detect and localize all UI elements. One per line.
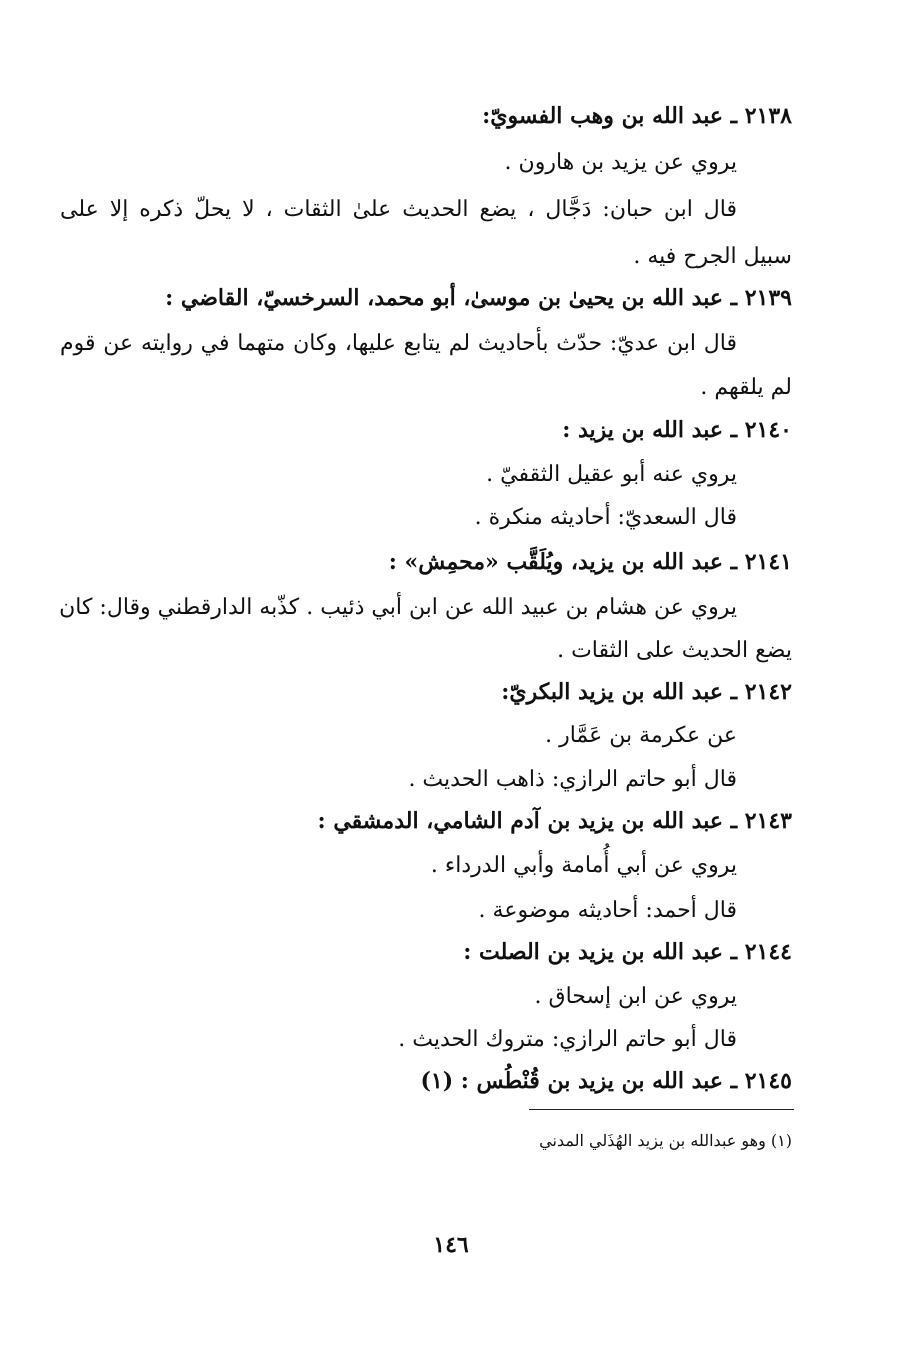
- text-line: يروي عن هشام بن عبيد الله عن ابن أبي ذئيب . كذّبه الدارقطني وقال: كان: [59, 595, 737, 620]
- page-number: ١٤٦: [433, 1232, 469, 1258]
- text-line: يروي عن ابن إسحاق .: [534, 984, 737, 1009]
- text-line: قال ابن عديّ: حدّث بأحاديث لم يتابع عليها، وكان متهما في روايته عن قوم: [60, 331, 737, 356]
- text-line: يروي عن يزيد بن هارون .: [504, 150, 737, 175]
- entry-2142-heading: ٢١٤٢ ـ عبد الله بن يزيد البكريّ:: [501, 679, 792, 705]
- entry-2141-heading: ٢١٤١ ـ عبد الله بن يزيد، ويُلَقَّب «محمِش» :: [388, 549, 792, 575]
- text-line: قال أبو حاتم الرازي: متروك الحديث .: [398, 1027, 737, 1052]
- text-line: يروي عنه أبو عقيل الثقفيّ .: [486, 462, 737, 487]
- text-line: يروي عن أبي أُمامة وأبي الدرداء .: [430, 853, 737, 878]
- entry-2140-heading: ٢١٤٠ ـ عبد الله بن يزيد :: [562, 417, 792, 443]
- text-line: يضع الحديث على الثقات .: [557, 638, 792, 663]
- entry-2145-heading: ٢١٤٥ ـ عبد الله بن يزيد بن قُنْطُس : (١): [420, 1068, 792, 1094]
- entry-2139-heading: ٢١٣٩ ـ عبد الله بن يحيىٰ بن موسىٰ، أبو محمد، السرخسيّ، القاضي :: [165, 285, 792, 311]
- text-line: لم يلقهم .: [700, 375, 792, 400]
- text-line: قال أبو حاتم الرازي: ذاهب الحديث .: [408, 767, 737, 792]
- text-line: عن عكرمة بن عَمَّار .: [545, 723, 737, 748]
- footnote: (١) وهو عبدالله بن يزيد الهُذَلي المدني: [539, 1131, 792, 1150]
- entry-2143-heading: ٢١٤٣ ـ عبد الله بن يزيد بن آدم الشامي، الدمشقي :: [317, 808, 792, 834]
- text-line: سبيل الجرح فيه .: [633, 244, 792, 269]
- footnote-separator: [529, 1109, 794, 1110]
- text-line: قال السعديّ: أحاديثه منكرة .: [474, 505, 737, 530]
- text-line: قال أحمد: أحاديثه موضوعة .: [478, 898, 737, 923]
- entry-2144-heading: ٢١٤٤ ـ عبد الله بن يزيد بن الصلت :: [463, 939, 792, 965]
- entry-2138-heading: ٢١٣٨ ـ عبد الله بن وهب الفسويّ:: [482, 103, 792, 129]
- text-line: قال ابن حبان: دَجَّال ، يضع الحديث علىٰ الثقات ، لا يحلّ ذكره إلا على: [60, 197, 737, 222]
